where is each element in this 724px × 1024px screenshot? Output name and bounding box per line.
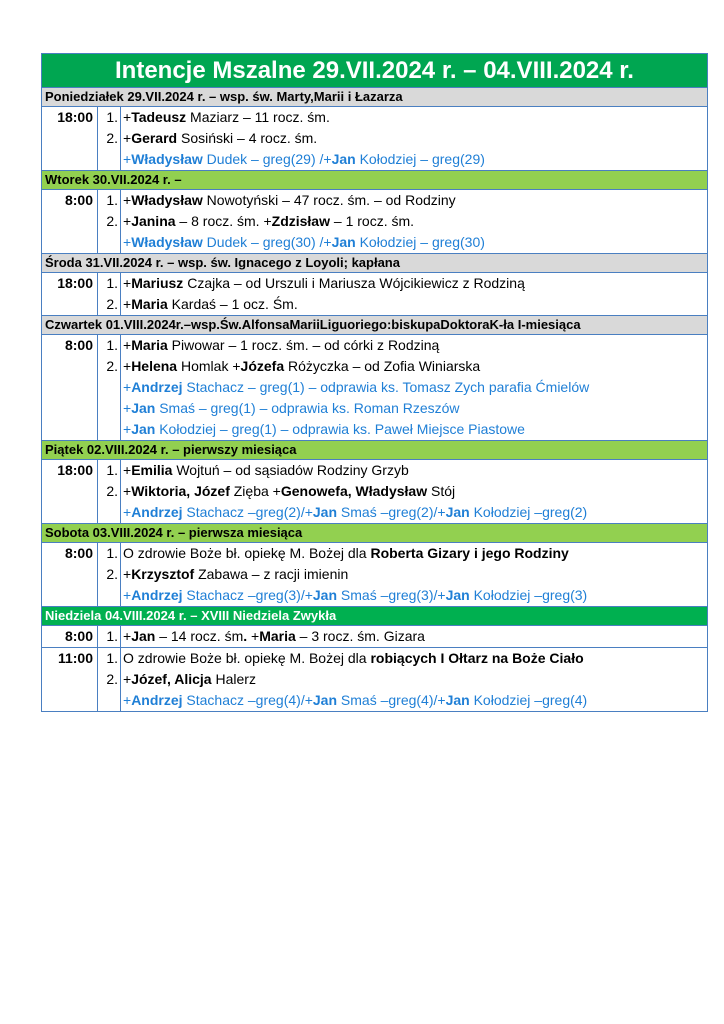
intention-name: Janina [131, 213, 176, 229]
intention-number: 2. [106, 566, 118, 582]
intention-fragment: Czajka – od Urszuli i Mariusza Wójcikiewicz z Rodziną [183, 275, 525, 291]
intention-fragment: Stachacz –greg(4)/+ [182, 692, 313, 708]
intention-name: Jan [131, 400, 156, 416]
intention-name: Jan [312, 692, 338, 708]
intention-name: Jan [445, 587, 470, 603]
intention-number: 1. [106, 650, 118, 666]
intention-text [120, 626, 707, 647]
intention-fragment: + [123, 421, 132, 437]
intention-number: 1. [106, 545, 118, 561]
service-row [41, 625, 708, 647]
intention-fragment: + [123, 379, 132, 395]
day-header: Poniedziałek 29.VII.2024 r. – wsp. św. Marty,Marii i Łazarza [41, 87, 708, 106]
intention-text [120, 356, 707, 377]
intention-name: Andrzej [131, 587, 183, 603]
service-time: 8:00 [64, 628, 93, 644]
intention-fragment: O zdrowie Boże bł. opiekę M. Bożej dla [123, 545, 371, 561]
intention-text [120, 335, 707, 356]
intention-text [120, 232, 707, 253]
intention-list [97, 460, 707, 523]
intention-fragment: + [123, 628, 132, 644]
intention-fragment: + [123, 462, 132, 478]
intention-fragment: Stachacz –greg(3)/+ [182, 587, 313, 603]
intention-fragment: + [123, 109, 132, 125]
intention-number: 1. [106, 109, 118, 125]
intention-fragment: – 8 rocz. śm. + [175, 213, 272, 229]
day-header: Środa 31.VII.2024 r. – wsp. św. Ignacego z Loyoli; kapłana [41, 253, 708, 272]
intention-text [120, 211, 707, 232]
intention-fragment: + [123, 151, 132, 167]
day-header: Wtorek 30.VII.2024 r. – [41, 170, 708, 189]
intention-line [98, 543, 707, 564]
intention-number [98, 149, 120, 170]
service-row [41, 334, 708, 440]
day-header: Piątek 02.VIII.2024 r. – pierwszy miesiąca [41, 440, 708, 459]
service-row [41, 459, 708, 523]
intention-number: 1. [106, 275, 118, 291]
intention-fragment: – 3 rocz. śm. Gizara [295, 628, 425, 644]
intention-list [97, 648, 707, 711]
intention-fragment: Kołodziej – greg(30) [355, 234, 485, 250]
intention-name: Jan [312, 504, 338, 520]
intention-fragment: Homlak + [177, 358, 241, 374]
intention-line [98, 564, 707, 585]
intention-fragment: + [123, 337, 132, 353]
intention-fragment: + [123, 275, 132, 291]
intention-name: Jan [131, 421, 156, 437]
days-container [41, 87, 708, 712]
intention-name: Andrzej [131, 504, 183, 520]
intention-text [120, 585, 707, 606]
intention-fragment: + [123, 192, 132, 208]
intention-fragment: Nowotyński – 47 rocz. śm. – od Rodziny [202, 192, 456, 208]
intention-fragment: + [123, 483, 132, 499]
intention-list [97, 273, 707, 315]
intention-fragment: Piwowar – 1 rocz. śm. – od córki z Rodziną [167, 337, 440, 353]
intention-line [98, 419, 707, 440]
service-row [41, 189, 708, 253]
intention-name: Andrzej [131, 379, 183, 395]
intention-name: Maria [131, 337, 168, 353]
intention-line [98, 149, 707, 170]
intention-name: Zdzisław [271, 213, 330, 229]
intention-number: 1. [106, 337, 118, 353]
intention-fragment: + [123, 234, 132, 250]
intention-fragment: – 1 rocz. śm. [330, 213, 415, 229]
intention-line [98, 335, 707, 356]
intention-fragment: Smaś – greg(1) – odprawia ks. Roman Rzeszów [155, 400, 460, 416]
intention-line [98, 294, 707, 315]
intention-number: 2. [106, 296, 118, 312]
intention-name: Jan [445, 504, 470, 520]
service-time: 8:00 [64, 545, 93, 561]
intention-list [97, 107, 707, 170]
intention-fragment: Kołodziej – greg(29) [355, 151, 485, 167]
intention-fragment: + [247, 628, 260, 644]
intention-fragment: + [123, 400, 132, 416]
intention-list [97, 335, 707, 440]
intention-line [98, 356, 707, 377]
intention-line [98, 690, 707, 711]
intention-fragment: Smaś –greg(2)/+ [337, 504, 446, 520]
intention-text [120, 190, 707, 211]
intention-text [120, 460, 707, 481]
intention-text [120, 502, 707, 523]
day-header: Sobota 03.VIII.2024 r. – pierwsza miesiąca [41, 523, 708, 542]
intention-line [98, 128, 707, 149]
intention-number: 1. [106, 462, 118, 478]
intention-fragment: Kołodziej –greg(2) [469, 504, 588, 520]
intention-number [98, 398, 120, 419]
intention-fragment: Zabawa – z racji imienin [194, 566, 349, 582]
intention-number [98, 232, 120, 253]
intention-name: . [243, 628, 248, 644]
intention-name: Andrzej [131, 692, 183, 708]
intention-fragment: Sosiński – 4 rocz. śm. [177, 130, 318, 146]
intention-text [120, 690, 707, 711]
intention-number: 2. [106, 130, 118, 146]
intention-fragment: + [123, 671, 132, 687]
intention-line [98, 626, 707, 647]
intention-name: Roberta Gizary i jego Rodziny [370, 545, 569, 561]
intention-name: Jan [445, 692, 470, 708]
service-row [41, 647, 708, 712]
intention-number: 1. [106, 192, 118, 208]
intention-text [120, 294, 707, 315]
intention-number: 2. [106, 213, 118, 229]
intention-fragment: + [123, 587, 132, 603]
intention-fragment: + [123, 692, 132, 708]
intention-number [98, 419, 120, 440]
intention-text [120, 648, 707, 669]
intention-name: Tadeusz [131, 109, 187, 125]
intention-text [120, 273, 707, 294]
intention-fragment: Dudek – greg(30) /+ [202, 234, 332, 250]
intention-line [98, 232, 707, 253]
intention-name: Krzysztof [131, 566, 195, 582]
intention-text [120, 398, 707, 419]
intention-fragment: + [123, 130, 132, 146]
service-time: 18:00 [57, 275, 93, 291]
intention-fragment: + [123, 566, 132, 582]
intention-fragment: Kardaś – 1 ocz. Śm. [167, 296, 298, 312]
intention-list [97, 543, 707, 606]
intention-text [120, 564, 707, 585]
service-time: 18:00 [57, 462, 93, 478]
service-time: 18:00 [57, 109, 93, 125]
day-header: Czwartek 01.VIII.2024r.–wsp.Św.AlfonsaMariiLiguoriego:biskupaDoktoraK-ła I-miesiąca [41, 315, 708, 334]
intention-name: Helena [131, 358, 178, 374]
intention-name: Mariusz [131, 275, 184, 291]
intention-fragment: Halerz [211, 671, 256, 687]
service-row [41, 272, 708, 315]
intention-text [120, 377, 707, 398]
intention-number: 2. [106, 358, 118, 374]
service-time: 11:00 [57, 650, 93, 666]
intention-line [98, 273, 707, 294]
intention-number [98, 585, 120, 606]
intention-fragment: Kołodziej –greg(4) [469, 692, 588, 708]
intention-name: Jan [331, 234, 356, 250]
intention-name: Władysław [131, 151, 203, 167]
intention-fragment: O zdrowie Boże bł. opiekę M. Bożej dla [123, 650, 371, 666]
intention-list [97, 190, 707, 253]
intention-name: Władysław [131, 234, 203, 250]
intention-name: Wiktoria, Józef [131, 483, 230, 499]
intention-name: Jan [331, 151, 356, 167]
intention-line [98, 107, 707, 128]
intention-text [120, 543, 707, 564]
intention-text [120, 481, 707, 502]
intention-text [120, 669, 707, 690]
intention-line [98, 481, 707, 502]
intention-fragment: – 14 rocz. śm [155, 628, 244, 644]
intention-line [98, 648, 707, 669]
intention-fragment: Smaś –greg(3)/+ [337, 587, 446, 603]
intention-fragment: Maziarz – 11 rocz. śm. [186, 109, 330, 125]
intention-name: Władysław [131, 192, 203, 208]
intention-line [98, 502, 707, 523]
intention-list [97, 626, 707, 647]
intention-name: Jan [312, 587, 338, 603]
intention-number: 2. [106, 671, 118, 687]
intention-number: 1. [106, 628, 118, 644]
intention-number [98, 377, 120, 398]
intention-line [98, 190, 707, 211]
service-time: 8:00 [64, 192, 93, 208]
intention-fragment: Kołodziej – greg(1) – odprawia ks. Paweł Miejsce Piastowe [155, 421, 525, 437]
intention-fragment: + [123, 296, 132, 312]
intention-fragment: Różyczka – od Zofia Winiarska [284, 358, 481, 374]
intention-fragment: Dudek – greg(29) /+ [202, 151, 332, 167]
intention-fragment: + [123, 358, 132, 374]
intention-name: robiących I Ołtarz na Boże Ciało [370, 650, 584, 666]
intention-fragment: + [123, 504, 132, 520]
intention-name: Maria [131, 296, 168, 312]
intention-text [120, 419, 707, 440]
intention-line [98, 585, 707, 606]
page-title: Intencje Mszalne 29.VII.2024 r. – 04.VIII.2024 r. [41, 53, 708, 87]
intention-number [98, 690, 120, 711]
intention-line [98, 398, 707, 419]
intention-fragment: Smaś –greg(4)/+ [337, 692, 446, 708]
intention-line [98, 460, 707, 481]
mass-intentions-sheet [41, 53, 708, 712]
intention-text [120, 149, 707, 170]
intention-line [98, 669, 707, 690]
intention-name: Genowefa, Władysław [280, 483, 428, 499]
intention-fragment: Stachacz –greg(2)/+ [182, 504, 313, 520]
intention-line [98, 377, 707, 398]
service-time: 8:00 [64, 337, 93, 353]
intention-line [98, 211, 707, 232]
intention-text [120, 128, 707, 149]
intention-fragment: Wojtuń – od sąsiadów Rodziny Grzyb [172, 462, 409, 478]
intention-text [120, 107, 707, 128]
service-row [41, 106, 708, 170]
day-header: Niedziela 04.VIII.2024 r. – XVIII Niedziela Zwykła [41, 606, 708, 625]
intention-name: Jan [131, 628, 156, 644]
intention-fragment: + [123, 213, 132, 229]
intention-name: Józef, Alicja [131, 671, 212, 687]
intention-name: Maria [259, 628, 296, 644]
intention-fragment: Zięba + [229, 483, 281, 499]
intention-name: Gerard [131, 130, 178, 146]
intention-number [98, 502, 120, 523]
intention-fragment: Kołodziej –greg(3) [469, 587, 588, 603]
service-row [41, 542, 708, 606]
intention-number: 2. [106, 483, 118, 499]
intention-fragment: Stój [427, 483, 456, 499]
intention-fragment: Stachacz – greg(1) – odprawia ks. Tomasz Zych parafia Ćmielów [182, 379, 590, 395]
intention-name: Emilia [131, 462, 173, 478]
intention-name: Józefa [240, 358, 285, 374]
